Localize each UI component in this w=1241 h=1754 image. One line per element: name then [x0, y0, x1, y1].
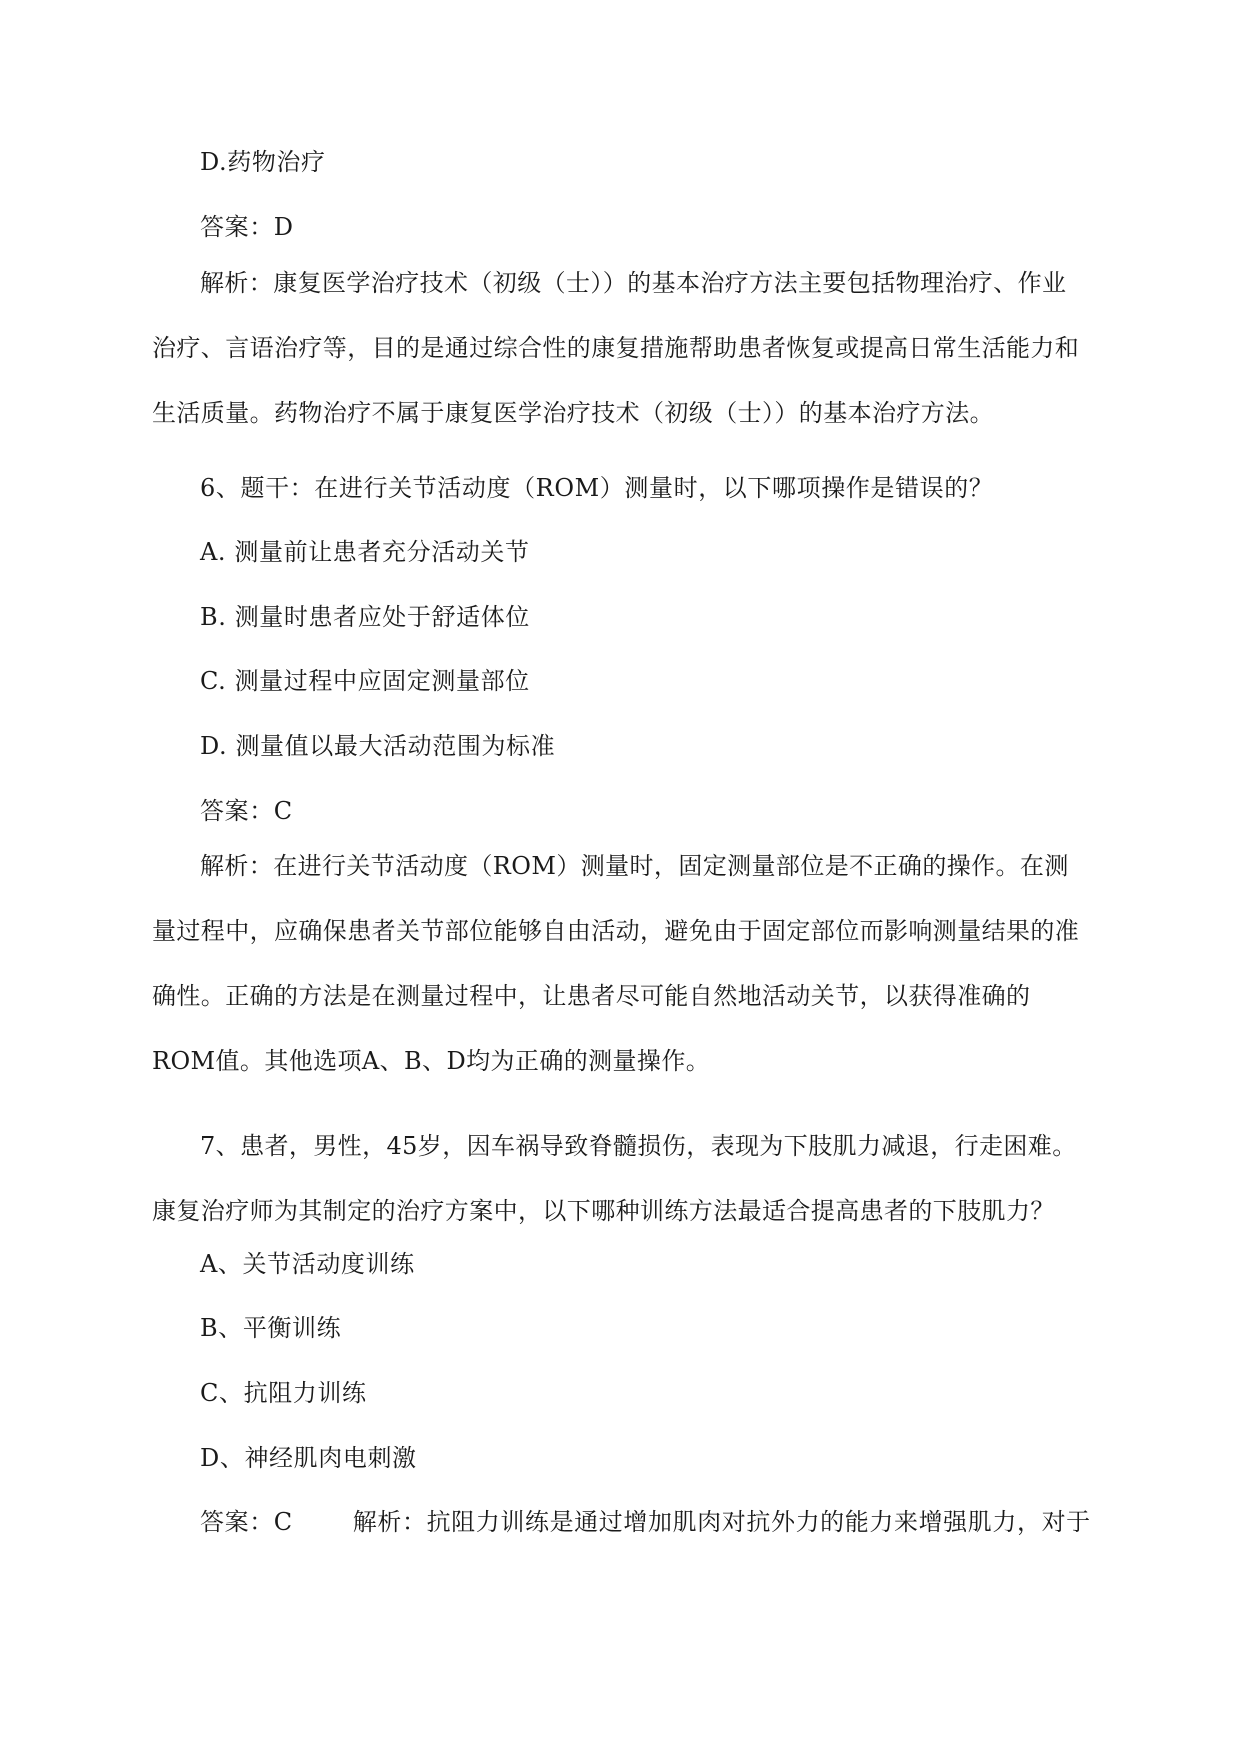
q7-option-c: C、抗阻力训练: [200, 1379, 367, 1407]
q6-option-c: C. 测量过程中应固定测量部位: [200, 667, 530, 695]
q6-stem: 6、题干：在进行关节活动度（ROM）测量时，以下哪项操作是错误的？: [200, 474, 994, 502]
q7-answer-analysis-line: [200, 1502, 1091, 1537]
q7-answer: 答案：C: [200, 1508, 293, 1536]
q7-analysis: 解析：抗阻力训练是通过增加肌肉对抗外力的能力来增强肌力，对于: [352, 1508, 1091, 1536]
q5-answer: 答案：D: [200, 213, 294, 241]
q7-option-d: D、神经肌肉电刺激: [200, 1444, 417, 1472]
q6-option-b: B. 测量时患者应处于舒适体位: [200, 603, 530, 631]
q7-stem: 7、患者，男性，45岁，因车祸导致脊髓损伤，表现为下肢肌力减退，行走困难。康复治疗师为其制定的治疗方案中，以下哪种训练方法最适合提高患者的下肢肌力？: [152, 1132, 1077, 1225]
q6-option-a: A. 测量前让患者充分活动关节: [200, 538, 530, 566]
q6-answer: 答案：C: [200, 797, 293, 825]
q6-analysis: 解析：在进行关节活动度（ROM）测量时，固定测量部位是不正确的操作。在测量过程中，应确保患者关节部位能够自由活动，避免由于固定部位而影响测量结果的准确性。正确的方法是在测量过程中，让患者尽可能自然地活动关节，以获得准确的ROM值。其他选项A、B、D均为正确的测量操作。: [152, 852, 1080, 1075]
q5-option-d: D.药物治疗: [200, 148, 326, 176]
q7-option-a: A、关节活动度训练: [200, 1250, 415, 1278]
q7-option-b: B、平衡训练: [200, 1314, 342, 1342]
q5-analysis: 解析：康复医学治疗技术（初级（士））的基本治疗方法主要包括物理治疗、作业治疗、言语治疗等，目的是通过综合性的康复措施帮助患者恢复或提高日常生活能力和生活质量。药物治疗不属于康复医学治疗技术（初级（士））的基本治疗方法。: [152, 269, 1080, 427]
q6-option-d: D. 测量值以最大活动范围为标准: [200, 732, 556, 760]
